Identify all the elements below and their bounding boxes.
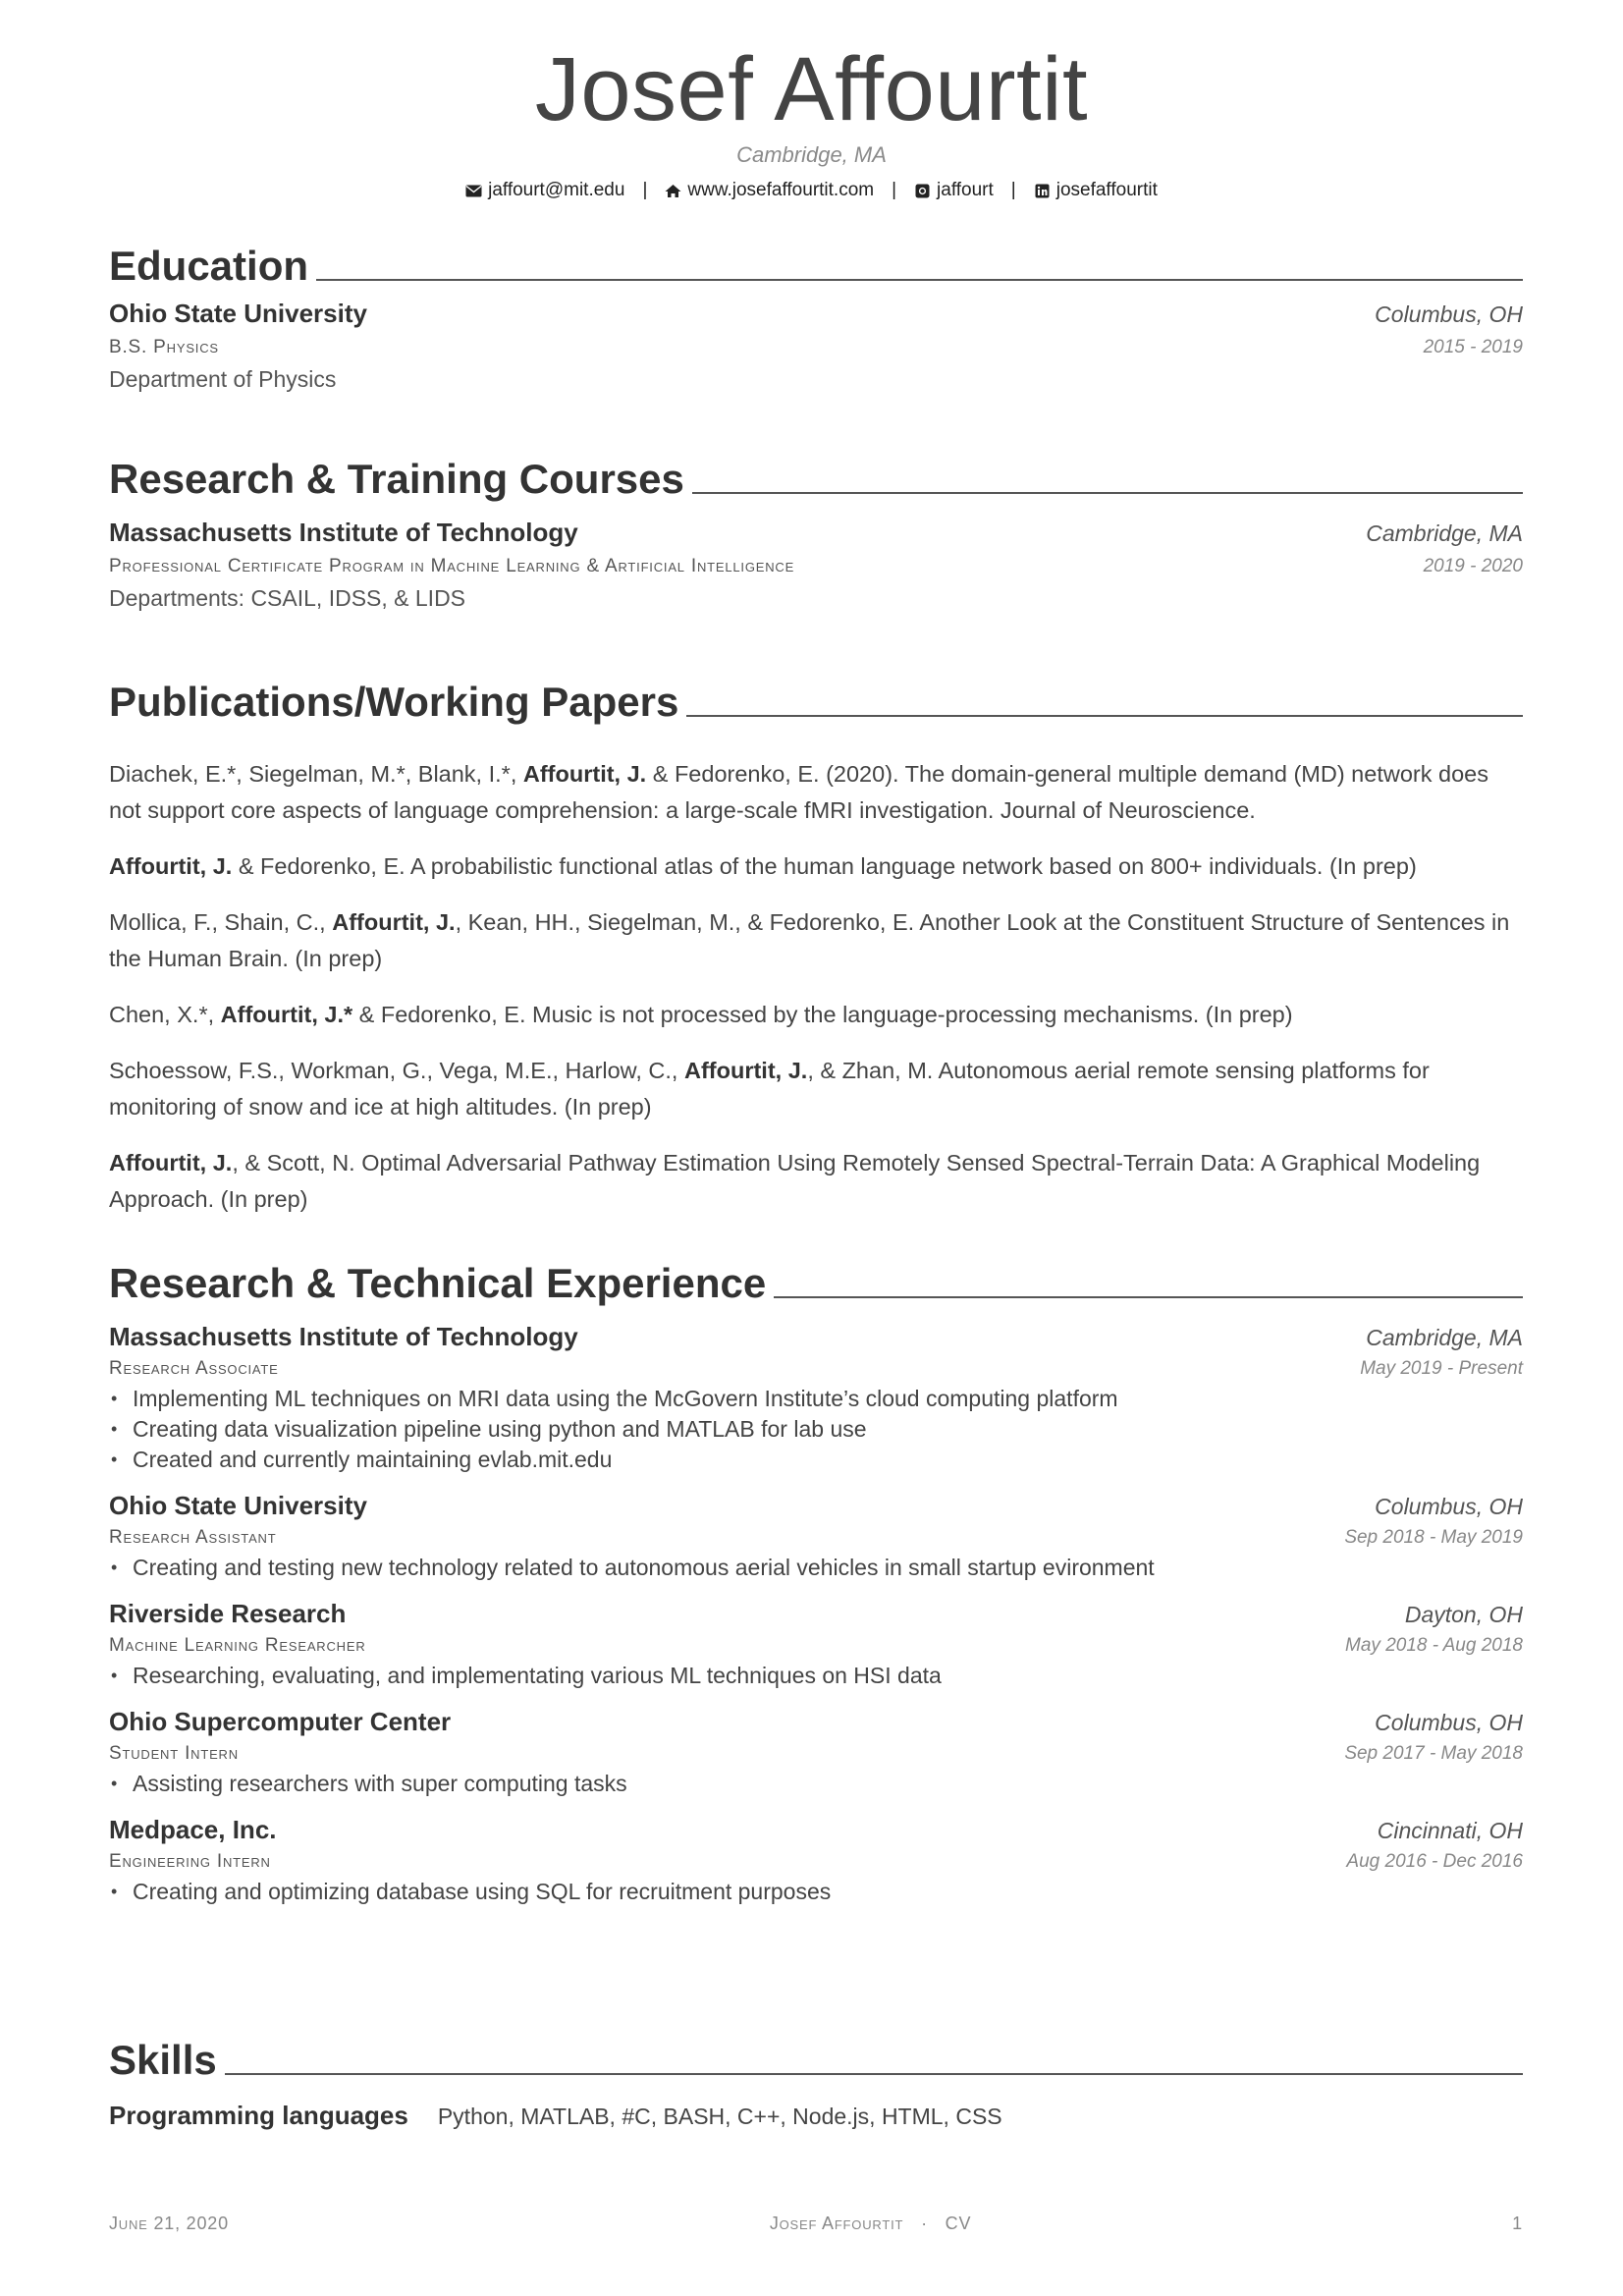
pub-author-highlight: Affourtit, J. (683, 1058, 808, 1083)
cv-header (0, 39, 1623, 201)
courses-section (109, 445, 1523, 612)
section-title: Research & Training Courses (109, 456, 684, 502)
bullet-item: • Created and currently maintaining evlab.mit.edu (109, 1445, 1523, 1475)
pub-authors: Mollica, F., Shain, C., (109, 909, 333, 935)
skill-list: Python, MATLAB, #C, BASH, C++, Node.js, HTML, CSS (437, 2104, 1002, 2129)
entry-organization: Riverside Research (109, 1599, 347, 1628)
entry-position: Research Assistant (109, 1527, 277, 1548)
section-title: Publications/Working Papers (109, 679, 679, 725)
entry-subheader (109, 1851, 1523, 1873)
section-heading (109, 668, 1523, 723)
experience-entry (109, 1599, 1523, 1691)
entry-header (109, 1815, 1523, 1845)
publication-item (109, 1053, 1523, 1125)
entry-subheader (109, 1743, 1523, 1765)
section-heading (109, 1249, 1523, 1304)
entry-position: B.S. Physics (109, 337, 219, 357)
contact-separator: | (1010, 180, 1016, 201)
pub-author-highlight: Affourtit, J. (332, 909, 456, 935)
pub-author-highlight: Affourtit, J.* (220, 1002, 353, 1027)
entry-position: Research Associate (109, 1358, 279, 1379)
entry-header (109, 299, 1523, 329)
bullet-item: • Implementing ML techniques on MRI data using the McGovern Institute’s cloud computing platform (109, 1384, 1523, 1414)
contact-github[interactable] (914, 180, 994, 201)
entry-header (109, 518, 1523, 548)
entry-organization: Massachusetts Institute of Technology (109, 518, 578, 547)
entry-location: Columbus, OH (1375, 301, 1523, 327)
bullet-item: • Creating and testing new technology related to autonomous aerial vehicles in small startup evironment (109, 1553, 1523, 1583)
linkedin-text: josefaffourtit (1055, 180, 1158, 201)
publication-item (109, 997, 1523, 1033)
entry-header (109, 1707, 1523, 1737)
pub-author-highlight: Affourtit, J. (522, 761, 647, 787)
entry-subheader (109, 1635, 1523, 1657)
email-text: jaffourt@mit.edu (488, 180, 625, 201)
footer-page-number: 1 (1512, 2214, 1523, 2233)
skill-category: Programming languages (109, 2101, 408, 2130)
entry-organization: Ohio State University (109, 1491, 367, 1520)
entry-subheader (109, 337, 1523, 358)
section-title: Skills (109, 2037, 217, 2083)
course-entry (109, 518, 1523, 612)
entry-location: Dayton, OH (1404, 1602, 1523, 1627)
contact-separator: | (642, 180, 648, 201)
applicant-name: Josef Affourtit (534, 39, 1089, 139)
entry-header (109, 1599, 1523, 1629)
experience-entry (109, 1707, 1523, 1799)
entry-bullets (109, 1384, 1523, 1475)
entry-position: Professional Certificate Program in Machine Learning & Artificial Intelligence (109, 556, 795, 576)
entry-date: May 2018 - Aug 2018 (1345, 1635, 1523, 1656)
page-footer (109, 2214, 1523, 2234)
contact-website[interactable] (665, 180, 874, 201)
pub-author-highlight: Affourtit, J. (109, 853, 233, 879)
footer-name: Josef Affourtit (769, 2214, 904, 2233)
pub-text: , & Scott, N. Optimal Adversarial Pathway Estimation Using Remotely Sensed Spectral-Terrain Data: A Graphical Modeling Approach. (In prep) (109, 1150, 1481, 1212)
section-heading (109, 445, 1523, 500)
pub-text: & Fedorenko, E. (2020). The domain-general multiple demand (MD) network does not support core aspects of language comprehension: a large-scale fMRI investigation. Journal of Neuroscience. (109, 761, 1488, 823)
publications-section (109, 668, 1523, 1237)
pub-authors: Schoessow, F.S., Workman, G., Vega, M.E., Harlow, C., (109, 1058, 684, 1083)
publication-list (109, 756, 1523, 1218)
skills-section (109, 2026, 1523, 2131)
section-rule (225, 2073, 1523, 2075)
section-rule (774, 1296, 1523, 1298)
footer-doc: CV (945, 2214, 972, 2233)
entry-date: 2019 - 2020 (1423, 556, 1523, 576)
entry-organization: Ohio State University (109, 299, 367, 328)
pub-authors: Chen, X.*, (109, 1002, 221, 1027)
contact-linkedin[interactable] (1034, 180, 1158, 201)
experience-entry (109, 1322, 1523, 1475)
bullet-item: • Creating data visualization pipeline using python and MATLAB for lab use (109, 1414, 1523, 1445)
pub-author-highlight: Affourtit, J. (109, 1150, 233, 1175)
entry-bullets (109, 1661, 1523, 1691)
section-title: Education (109, 243, 309, 289)
entry-date: May 2019 - Present (1360, 1358, 1523, 1379)
footer-title (770, 2214, 971, 2234)
entry-position: Machine Learning Researcher (109, 1635, 366, 1656)
github-text: jaffourt (937, 180, 994, 201)
entry-position: Student Intern (109, 1743, 239, 1764)
entry-organization: Massachusetts Institute of Technology (109, 1322, 578, 1351)
contact-email[interactable] (465, 180, 624, 201)
entry-organization: Ohio Supercomputer Center (109, 1707, 452, 1736)
publication-item (109, 848, 1523, 885)
publication-item (109, 756, 1523, 829)
section-heading (109, 2026, 1523, 2081)
home-icon (665, 184, 681, 198)
entry-bullets (109, 1553, 1523, 1583)
section-rule (692, 492, 1523, 494)
bullet-item: • Assisting researchers with super computing tasks (109, 1769, 1523, 1799)
entry-date: Aug 2016 - Dec 2016 (1346, 1851, 1523, 1872)
entry-bullets (109, 1877, 1523, 1907)
education-section (109, 232, 1523, 393)
publication-item (109, 904, 1523, 977)
entry-detail: Departments: CSAIL, IDSS, & LIDS (109, 585, 466, 611)
entry-subheader (109, 1358, 1523, 1380)
entry-location: Cambridge, MA (1366, 520, 1523, 546)
footer-dot: · (921, 2214, 928, 2233)
experience-entry (109, 1491, 1523, 1583)
entry-header (109, 1322, 1523, 1352)
pub-text: , & Zhan, M. Autonomous aerial remote sensing platforms for monitoring of snow and ice at high altitudes. (In prep) (109, 1058, 1430, 1120)
entry-subheader (109, 556, 1523, 577)
experience-entry (109, 1815, 1523, 1907)
entry-subheader (109, 1527, 1523, 1549)
bullet-item: • Researching, evaluating, and implementating various ML techniques on HSI data (109, 1661, 1523, 1691)
entry-location: Columbus, OH (1375, 1494, 1523, 1519)
entry-position: Engineering Intern (109, 1851, 271, 1872)
entry-detail: Department of Physics (109, 366, 337, 392)
pub-text: , Kean, HH., Siegelman, M., & Fedorenko, E. Another Look at the Constituent Structure of Sentences in the Human Brain. (In prep) (109, 909, 1510, 971)
entry-header (109, 1491, 1523, 1521)
contact-separator: | (892, 180, 897, 201)
publication-item (109, 1145, 1523, 1218)
applicant-location: Cambridge, MA (736, 142, 887, 168)
experience-section (109, 1249, 1523, 1907)
section-heading (109, 232, 1523, 287)
entry-date: Sep 2018 - May 2019 (1344, 1527, 1523, 1548)
github-icon (914, 184, 931, 198)
entry-location: Cambridge, MA (1366, 1325, 1523, 1350)
skill-row (109, 2101, 1523, 2131)
linkedin-icon (1034, 184, 1051, 198)
education-entry (109, 299, 1523, 393)
pub-text: & Fedorenko, E. A probabilistic functional atlas of the human language network based on 800+ individuals. (In prep) (232, 853, 1417, 879)
section-rule (316, 279, 1523, 281)
entry-location: Columbus, OH (1375, 1710, 1523, 1735)
entry-date: Sep 2017 - May 2018 (1344, 1743, 1523, 1764)
website-text: www.josefaffourtit.com (687, 180, 875, 201)
section-title: Research & Technical Experience (109, 1260, 767, 1306)
bullet-item: • Creating and optimizing database using SQL for recruitment purposes (109, 1877, 1523, 1907)
pub-authors: Diachek, E.*, Siegelman, M.*, Blank, I.*, (109, 761, 523, 787)
section-rule (686, 715, 1523, 717)
entry-location: Cincinnati, OH (1377, 1818, 1523, 1843)
pub-text: & Fedorenko, E. Music is not processed by the language-processing mechanisms. (In prep) (352, 1002, 1293, 1027)
entry-bullets (109, 1769, 1523, 1799)
envelope-icon (465, 184, 482, 198)
contact-bar (0, 180, 1623, 201)
entry-organization: Medpace, Inc. (109, 1815, 277, 1844)
footer-date: June 21, 2020 (109, 2214, 229, 2233)
entry-date: 2015 - 2019 (1423, 337, 1523, 357)
